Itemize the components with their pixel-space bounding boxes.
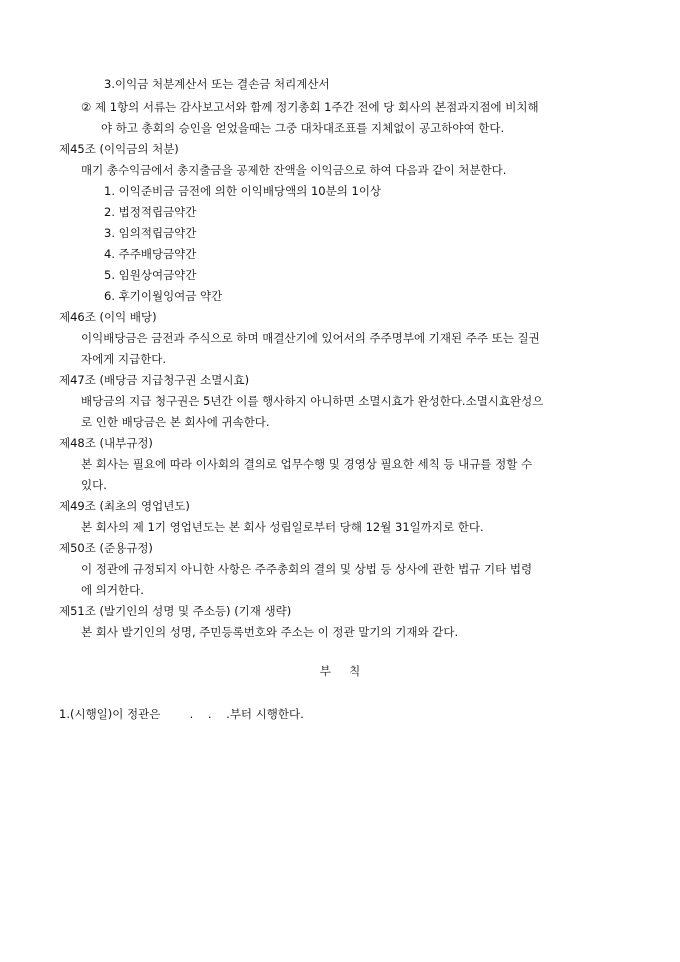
article-heading: 제51조 (발기인의 성명 및 주소등) (기재 생략) (59, 604, 292, 618)
text-line: 1.(시행일)이 정관은 . . .부터 시행한다. (59, 707, 304, 721)
text-line: 본 회사의 제 1기 영업년도는 본 회사 성립일로부터 당해 12월 31일까지로 한다. (81, 520, 484, 534)
supplementary-heading: 부 칙 (319, 664, 361, 678)
text-line: 이익배당금은 금전과 주식으로 하며 매결산기에 있어서의 주주명부에 기재된 주주 또는 질권 (81, 331, 540, 345)
article-heading: 제45조 (이익금의 처분) (59, 142, 179, 156)
text-line: ② 제 1항의 서류는 감사보고서와 함께 정기총회 1주간 전에 당 회사의 본점과지점에 비치해 (81, 100, 539, 114)
list-item: 6. 후기이월잉여금 약간 (104, 289, 223, 303)
text-line: 야 하고 총회의 승인을 얻었을때는 그중 대차대조표를 지체없이 공고하야여 한다. (101, 121, 505, 135)
text-line: 자에게 지급한다. (81, 352, 167, 366)
list-item: 5. 임원상여금약간 (104, 268, 197, 282)
list-item: 2. 법정적립금약간 (104, 205, 197, 219)
article-heading: 제50조 (준용규정) (59, 541, 153, 555)
text-line: 에 의거한다. (81, 583, 144, 597)
list-item: 1. 이익준비금 금전에 의한 이익배당액의 10분의 1이상 (104, 184, 382, 198)
text-line: 3.이익금 처분계산서 또는 결손금 처리계산서 (104, 77, 330, 91)
list-item: 3. 임의적립금약간 (104, 226, 197, 240)
list-item: 4. 주주배당금약간 (104, 247, 197, 261)
article-heading: 제46조 (이익 배당) (59, 310, 157, 324)
text-line: 매기 총수익금에서 총지출금을 공제한 잔액을 이익금으로 하여 다음과 같이 처분한다. (81, 163, 507, 177)
text-line: 본 회사는 필요에 따라 이사회의 결의로 업무수행 및 경영상 필요한 세칙 등 내규를 정할 수 (81, 457, 533, 471)
article-heading: 제47조 (배당금 지급청구권 소멸시효) (59, 373, 250, 387)
text-line: 있다. (81, 478, 107, 492)
text-line: 로 인한 배당금은 본 회사에 귀속한다. (81, 415, 270, 429)
text-line: 배당금의 지급 청구권은 5년간 이를 행사하지 아니하면 소멸시효가 완성한다.소멸시효완성으 (81, 394, 544, 408)
text-line: 본 회사 발기인의 성명, 주민등록번호와 주소는 이 정관 말기의 기재와 같다. (81, 625, 459, 639)
text-line: 이 정관에 규정되지 아니한 사항은 주주총회의 결의 및 상법 등 상사에 관한 법규 기타 법령 (81, 562, 533, 576)
article-heading: 제48조 (내부규정) (59, 436, 153, 450)
article-heading: 제49조 (최초의 영업년도) (59, 499, 190, 513)
